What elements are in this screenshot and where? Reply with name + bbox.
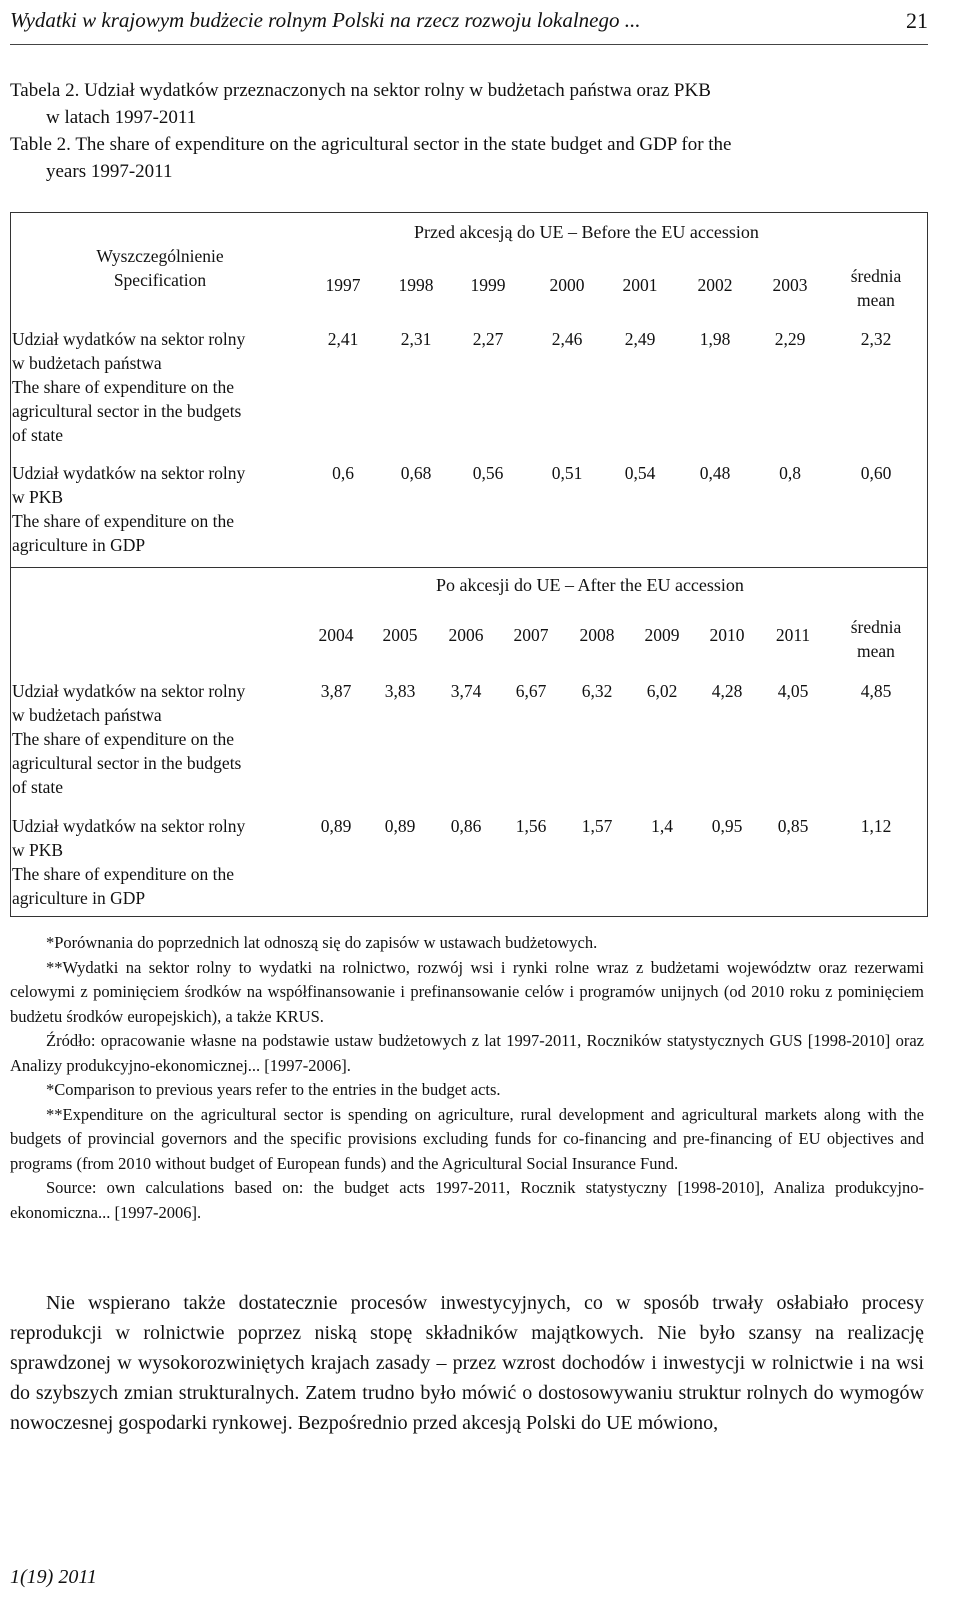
table-cell-value: 0,8 xyxy=(779,463,801,483)
note-pl-expenditure: **Wydatki na sektor rolny to wydatki na rolnictwo, rozwój wsi i rynki rolne wraz z budżetami województw oraz rezerwami celowymi z pominięciem środków na współfinansowanie i prefinansowanie celów i programów unijnych (od 2010 roku z pominięciem budżetu środków europejskich), a także KRUS. xyxy=(10,957,924,1026)
year-header: 2007 xyxy=(513,625,549,645)
spec-header-en: Specification xyxy=(113,270,207,290)
page-number: 21 xyxy=(906,8,928,33)
caption-en-line2: years 1997-2011 xyxy=(46,161,173,182)
row-label-line: The share of expenditure on the xyxy=(12,864,235,884)
row-label-line: agricultural sector in the budgets xyxy=(12,401,242,421)
row-label-gdp-after xyxy=(12,814,312,910)
data-table xyxy=(10,212,928,917)
year-header: 2004 xyxy=(318,625,354,645)
band-after-accession: Po akcesji do UE – After the EU accession xyxy=(436,575,744,595)
year-header: 2002 xyxy=(697,275,733,295)
year-header: 2003 xyxy=(772,275,808,295)
table-cell-value: 0,85 xyxy=(777,816,809,836)
table-cell-value: 2,46 xyxy=(551,329,583,349)
table-cell-value: 0,6 xyxy=(332,463,354,483)
section-separator xyxy=(10,567,928,568)
year-header: 1998 xyxy=(398,275,434,295)
table-cell-value: 2,49 xyxy=(624,329,656,349)
running-header-title: Wydatki w krajowym budżecie rolnym Polski na rzecz rozwoju lokalnego ... xyxy=(10,8,641,32)
body-paragraph: Nie wspierano także dostatecznie procesów inwestycyjnych, co w sposób trwały osłabiało procesy reprodukcji w rolnictwie poprzez niską stopę składników majątkowych. Nie było szansy na realizację sprawdzonej w wysokorozwiniętych krajach zasady – przez wzrost dochodów i inwestycji w rolnictwie i na wsi do szybszych zmian strukturalnych. Zatem trudno było mówić o dostosowywaniu struktur rolnych do wymogów nowoczesnej gospodarki rynkowej. Bezpośrednio przed akcesją Polski do UE mówiono, xyxy=(10,1292,924,1434)
mean-value: 2,32 xyxy=(860,329,892,349)
row-label-line: agricultural sector in the budgets xyxy=(12,753,242,773)
mean-value: 4,85 xyxy=(860,681,892,701)
row-label-budget-after xyxy=(12,679,312,799)
year-header: 1997 xyxy=(325,275,361,295)
row-label-line: of state xyxy=(12,777,64,797)
row-label-line: Udział wydatków na sektor rolny xyxy=(12,329,246,349)
note-en-comparison: *Comparison to previous years refer to the entries in the budget acts. xyxy=(46,1080,501,1099)
table-cell-value: 4,05 xyxy=(777,681,809,701)
table-cell-value: 1,57 xyxy=(581,816,613,836)
row-label-line: The share of expenditure on the xyxy=(12,729,235,749)
table-cell-value: 1,98 xyxy=(699,329,731,349)
year-header: 2001 xyxy=(622,275,658,295)
caption-pl-line1: Tabela 2. Udział wydatków przeznaczonych na sektor rolny w budżetach państwa oraz PKB xyxy=(10,80,711,101)
row-label-line: agriculture in GDP xyxy=(12,535,146,555)
row-label-gdp-before xyxy=(12,461,312,557)
row-label-line: The share of expenditure on the xyxy=(12,377,235,397)
table-cell-value: 4,28 xyxy=(711,681,743,701)
note-en-source: Source: own calculations based on: the budget acts 1997-2011, Rocznik statystyczny [1998-2010], Analiza produkcyjno-ekonomiczna... [1997-2006]. xyxy=(10,1178,924,1222)
mean-header-pl: średnia xyxy=(850,266,902,286)
mean-header-pl: średnia xyxy=(850,617,902,637)
table-cell-value: 3,83 xyxy=(384,681,416,701)
year-header: 2010 xyxy=(709,625,745,645)
row-label-line: The share of expenditure on the xyxy=(12,511,235,531)
row-label-line: Udział wydatków na sektor rolny xyxy=(12,816,246,836)
caption-en-line1: Table 2. The share of expenditure on the agricultural sector in the state budget and GDP for the xyxy=(10,134,732,155)
table-cell-value: 0,95 xyxy=(711,816,743,836)
band-before-accession: Przed akcesją do UE – Before the EU accession xyxy=(414,222,759,242)
year-header: 2008 xyxy=(579,625,615,645)
table-cell-value: 2,27 xyxy=(472,329,504,349)
year-header: 2005 xyxy=(382,625,418,645)
note-pl-source: Źródło: opracowanie własne na podstawie ustaw budżetowych z lat 1997-2011, Roczników statystycznych GUS [1998-2010] oraz Analizy produkcyjno-ekonomicznej... [1997-2006]. xyxy=(10,1031,924,1075)
mean-header-before xyxy=(851,264,902,312)
mean-value: 1,12 xyxy=(860,816,892,836)
year-header: 2006 xyxy=(448,625,484,645)
table-cell-value: 0,86 xyxy=(450,816,482,836)
year-header: 1999 xyxy=(470,275,506,295)
row-label-line: w budżetach państwa xyxy=(12,705,162,725)
mean-header-en: mean xyxy=(857,290,895,310)
row-label-line: Udział wydatków na sektor rolny xyxy=(12,681,246,701)
table-cell-value: 6,02 xyxy=(646,681,678,701)
row-label-line: agriculture in GDP xyxy=(12,888,146,908)
caption-pl-line2: w latach 1997-2011 xyxy=(46,107,197,128)
table-cell-value: 0,89 xyxy=(320,816,352,836)
row-label-line: w PKB xyxy=(12,840,64,860)
running-header xyxy=(10,8,928,45)
year-header: 2000 xyxy=(549,275,585,295)
note-en-expenditure: **Expenditure on the agricultural sector is spending on agriculture, rural development and agricultural markets along with the budgets of provincial governors and the specific provisions excluding funds for co-financing and pre-financing of EU objectives and programs (from 2010 without budget of European funds) and the Agricultural Social Insurance Fund. xyxy=(10,1104,924,1173)
table-cell-value: 1,56 xyxy=(515,816,547,836)
spec-header xyxy=(40,244,280,292)
row-label-line: w budżetach państwa xyxy=(12,353,162,373)
note-pl-comparison: *Porównania do poprzednich lat odnoszą się do zapisów w ustawach budżetowych. xyxy=(46,933,598,952)
table-cell-value: 2,29 xyxy=(774,329,806,349)
table-cell-value: 0,54 xyxy=(624,463,656,483)
table-cell-value: 0,56 xyxy=(472,463,504,483)
mean-value: 0,60 xyxy=(860,463,892,483)
mean-header-after xyxy=(851,615,902,663)
table-cell-value: 3,87 xyxy=(320,681,352,701)
year-header: 2011 xyxy=(775,625,811,645)
table-cell-value: 3,74 xyxy=(450,681,482,701)
table-cell-value: 0,68 xyxy=(400,463,432,483)
row-label-line: Udział wydatków na sektor rolny xyxy=(12,463,246,483)
year-header: 2009 xyxy=(644,625,680,645)
table-cell-value: 0,51 xyxy=(551,463,583,483)
row-label-line: w PKB xyxy=(12,487,64,507)
mean-header-en: mean xyxy=(857,641,895,661)
table-cell-value: 6,67 xyxy=(515,681,547,701)
table-cell-value: 0,89 xyxy=(384,816,416,836)
table-cell-value: 2,31 xyxy=(400,329,432,349)
table-cell-value: 0,48 xyxy=(699,463,731,483)
issue-footer: 1(19) 2011 xyxy=(10,1566,97,1588)
table-cell-value: 1,4 xyxy=(651,816,673,836)
spec-header-pl: Wyszczególnienie xyxy=(96,246,224,266)
table-notes xyxy=(10,931,924,1225)
row-label-budget-before xyxy=(12,327,312,447)
row-label-line: of state xyxy=(12,425,64,445)
table-cell-value: 6,32 xyxy=(581,681,613,701)
body-text xyxy=(10,1288,924,1438)
table-cell-value: 2,41 xyxy=(327,329,359,349)
